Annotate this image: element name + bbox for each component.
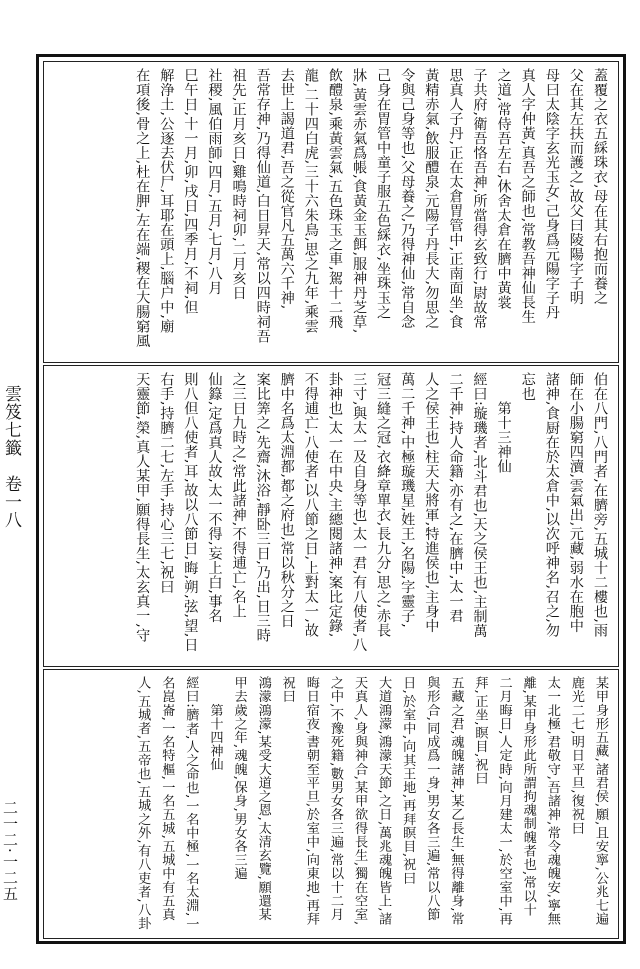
text-columns [50, 676, 612, 932]
text-column: 經曰:璇璣者,北斗君也,天之侯王也,主制萬 [471, 372, 488, 639]
text-column: 牀,黃雲赤氣爲帳,食黃金玉餌,服神丹芝草, [351, 68, 368, 334]
text-panel-bottom [43, 669, 619, 939]
text-columns [50, 372, 612, 660]
text-column: 經曰:臍者,人之命也,一名中極,一名太淵,一 [183, 676, 199, 931]
text-column: 鴻濛鴻濛,某受大道之恩,太清玄覽,願還某 [255, 676, 271, 921]
text-column: 伯在八門,八門者,在臍旁,五城十二樓也,雨 [592, 372, 608, 638]
text-column: 諸神,食厨在於太倉中,以次呼神名,召之,勿 [543, 372, 560, 638]
text-columns [50, 68, 612, 356]
text-column: 去世上謁道君,吾之從官凡五萬六千神, [278, 68, 295, 310]
text-column: 案比筭之,先齋,沐浴,靜卧三日,乃出,日三時 [254, 372, 271, 643]
text-column: 三寸,與太一及自身等也,太一君,有八使者,八 [351, 372, 368, 653]
text-column: 吾常存神,乃得仙道,白日昇天,常以四時祠吾 [254, 68, 271, 344]
text-column: 二月晦日,人定時,向月建太一,於空室中,再 [496, 676, 512, 926]
text-column: 甲去歲之年,魂魄,保身,男女各三遍 [231, 676, 247, 881]
text-column: 太一北極,君敬守,吾諸神,常令魂魄安,寧無 [544, 676, 560, 926]
text-column: 之中,不豫死籍,數男女各三遍,常以十二月 [327, 676, 343, 921]
text-column: 離,某甲身形此所謂拘魂制魄者也,常以十 [520, 676, 536, 917]
text-column: 思真人子丹,正在太倉胃管中,正南面坐,食 [447, 68, 464, 329]
text-column: 母曰太陰字玄光玉女,己身爲元陽字子丹 [543, 68, 560, 320]
text-column: 祖先,正月亥日,雞鳴時祠卯,二月亥日 [230, 68, 247, 300]
text-column: 社稷,風伯雨師,四月,五月,七月,八月 [206, 68, 223, 296]
text-column: 某甲身形五藏,諸君侯,願,且安寧,公兆七遍 [593, 676, 608, 926]
text-column: 之三日九時之,常此諸神,不得逋亡,名上 [230, 372, 247, 619]
text-column: 己身在胃管中童子服五色綵衣,坐珠玉之 [375, 68, 392, 320]
text-column: 不得逋亡,八使者,以八節之日,上對太一,故 [302, 372, 319, 638]
text-column: 師在小腸窮四瀆,雲氣出,元藏,弱水在胞中 [567, 372, 584, 633]
page-frame [36, 54, 626, 944]
text-column: 鹿光二七,明日平旦,復祝曰 [568, 676, 584, 835]
text-column: 仙籙,定爲真人故,太一不得,妄上白,事名 [206, 372, 223, 624]
text-column: 解浄土,公逐去伏尸,耳耶在頭上,腦户中,廟 [158, 68, 175, 334]
text-column: 天靈節,榮,真人某甲,願得長生,太玄真一,守 [134, 372, 151, 643]
text-column: 父在其左扶而護之,故父曰陵陽字子明 [567, 68, 584, 305]
text-panel-top [43, 61, 619, 363]
text-column: 祝曰 [279, 676, 295, 704]
text-column: 令與己身等也,父母養之,乃得神仙,常自念 [399, 68, 416, 329]
text-column: 人之侯王也,柱天大將軍,特進侯也,主身中 [423, 372, 440, 633]
text-column: 右手,持臍二七,左手,持心三七,祝曰 [158, 372, 175, 595]
text-column: 天真人,身與神合,某甲欲得長生,獨在空室, [352, 676, 368, 926]
text-column: 拜,正坐,瞑目,祝曰 [472, 676, 488, 785]
text-column: 之道,常侍吾左右,休舍太倉在臍中黃裳 [495, 68, 512, 310]
text-column: 冠三縫之冠,衣絳章單衣,長九分,思之,赤長 [375, 372, 392, 638]
text-column: 與形合,同成爲一身,男女各三遍,常以八節 [424, 676, 440, 921]
text-column: 二千神,持人命籍,亦有之,在臍中,太一君 [447, 372, 464, 624]
text-panel-middle [43, 365, 619, 667]
text-column: 真人字仲黃,真吾之師也,常教吾神仙長生 [519, 68, 536, 325]
text-column: 卦神也,太一在中央,主總閱諸神,案比定錄, [326, 372, 343, 638]
page-number: 二一二·一二五 [1, 800, 19, 902]
text-column: 蓋覆之衣五綵珠衣,母在其右抱而養之 [592, 68, 608, 305]
text-column: 龍,二十四白虎,三十六朱鳥,思之九年,乘雲 [302, 68, 319, 334]
text-column: 人,五城者,五帝也,五城之外,有八吏者,八卦 [135, 676, 151, 931]
text-column: 大道鴻濛,鴻濛天節,之日,萬兆魂魄皆上,諸 [376, 676, 392, 926]
text-column: 則八但八使者,耳,故以八節日,晦,朔,弦,望,日 [182, 372, 199, 653]
text-column: 黃精赤氣,飲服醴泉,元陽子丹長大,勿思之 [423, 68, 440, 329]
text-column: 日,於室中,向其王地,再拜瞑目,祝曰 [400, 676, 416, 885]
text-column: 第十四神仙 [207, 676, 223, 772]
text-column: 巳午日,十一月,卯,戌日,四季月,不祠,但 [182, 68, 199, 315]
running-title: 雲笈七籤 卷一八 [1, 385, 21, 529]
text-column: 萬二千神,中極璇璣星,姓王,名陽,字靈子, [399, 372, 416, 629]
text-column: 五藏之君,魂魄諸神,某乙長生,無得離身,常 [448, 676, 464, 926]
text-column: 臍中名爲太淵都,都之府也,常以秋分之日 [278, 372, 295, 629]
text-column: 第十三神仙 [495, 372, 512, 474]
text-column: 子共府,衛吾恪吾神,所當得玄致行,尉故常 [471, 68, 488, 329]
text-column: 在項後,骨之上,杜在胛,左在端,稷在大腸窮風 [134, 68, 151, 349]
text-column: 飲醴泉,乘黃雲氣,五色珠玉之車,駕十二飛 [326, 68, 343, 329]
text-column: 晦日宿夜,書朝至平旦,於室中,向東地,再拜 [303, 676, 319, 926]
text-column: 名崑崙,一名特樞,一名五城,五城中有五真 [159, 676, 175, 921]
text-column: 忘也 [519, 372, 536, 401]
